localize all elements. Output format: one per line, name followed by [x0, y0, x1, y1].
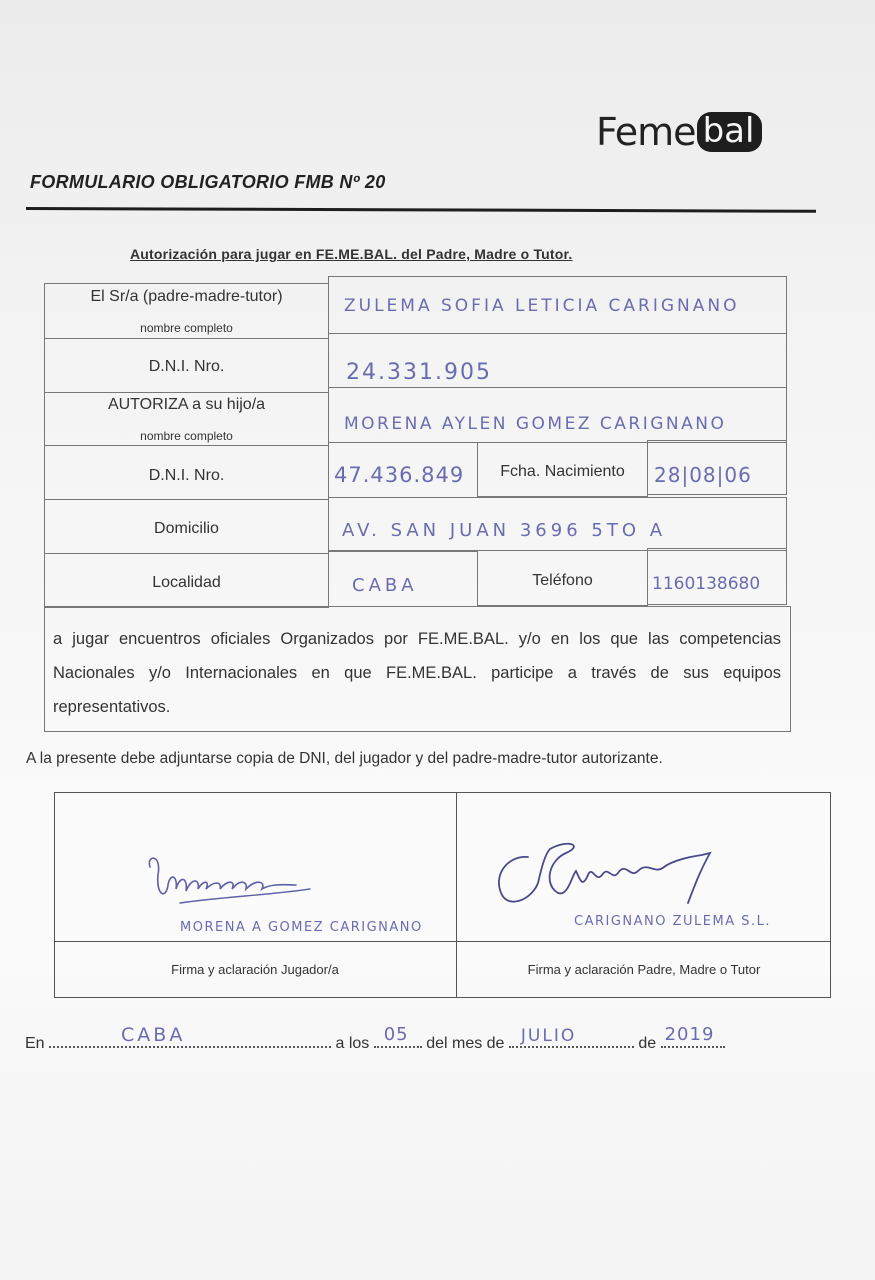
signature-caption-rule	[54, 941, 831, 942]
femebal-logo	[596, 108, 762, 156]
date-line	[25, 1024, 785, 1053]
attachment-note: A la presente debe adjuntarse copia de DNI, del jugador y del padre-madre-tutor autorizante.	[26, 750, 663, 767]
logo-prefix: Feme	[596, 110, 696, 154]
year-label: de	[638, 1035, 657, 1052]
month-field	[509, 1026, 634, 1048]
player-clarification: MORENA A GOMEZ CARIGNANO	[180, 920, 423, 935]
player-signature-caption: Firma y aclaración Jugador/a	[171, 962, 339, 977]
guardian-dni-label: D.N.I. Nro.	[148, 358, 225, 375]
player-signature-drawing	[140, 845, 320, 920]
title-rule	[26, 207, 816, 213]
form-title: FORMULARIO OBLIGATORIO FMB Nº 20	[30, 172, 386, 192]
phone-label: Teléfono	[532, 572, 593, 589]
child-sublabel: nombre completo	[140, 429, 233, 443]
guardian-dni-value: 24.331.905	[346, 360, 492, 385]
phone-value: 1160138680	[652, 574, 761, 594]
guardian-signature-caption: Firma y aclaración Padre, Madre o Tutor	[527, 962, 761, 977]
month-value: JULIO	[520, 1026, 577, 1046]
child-dni-label: D.N.I. Nro.	[148, 467, 225, 484]
authorization-text: a jugar encuentros oficiales Organizados por FE.ME.BAL. y/o en los que las competencias Nacionales y/o Internacionales en que FE.ME.BAL. participe a través de sus equipos representativos.	[53, 630, 781, 716]
address-label: Domicilio	[154, 520, 219, 537]
guardian-label: El Sr/a (padre-madre-tutor)	[90, 288, 283, 305]
child-label: AUTORIZA a su hijo/a	[107, 396, 266, 413]
guardian-signature-drawing	[488, 835, 728, 915]
child-name-value: MORENA AYLEN GOMEZ CARIGNANO	[344, 414, 727, 434]
address-value: AV. SAN JUAN 3696 5TO A	[342, 520, 667, 541]
place-value: CABA	[121, 1024, 186, 1046]
date-prefix: En	[25, 1035, 45, 1052]
year-value: 2019	[664, 1024, 715, 1045]
birth-date-value: 28|08|06	[654, 463, 752, 487]
locality-label: Localidad	[152, 574, 221, 591]
year-field	[661, 1024, 725, 1048]
days-label: a los	[335, 1035, 370, 1052]
day-field	[374, 1024, 422, 1048]
child-dni-value: 47.436.849	[334, 463, 465, 487]
birth-label: Fcha. Nacimiento	[500, 463, 625, 480]
place-field	[49, 1024, 331, 1048]
locality-value: CABA	[352, 575, 418, 596]
guardian-clarification: CARIGNANO ZULEMA S.L.	[574, 914, 771, 929]
guardian-name-value: ZULEMA SOFIA LETICIA CARIGNANO	[344, 296, 740, 316]
month-label: del mes de	[426, 1035, 505, 1052]
form-subtitle: Autorización para jugar en FE.ME.BAL. del Padre, Madre o Tutor.	[130, 246, 573, 262]
logo-boxed: bal	[697, 112, 763, 152]
day-value: 05	[383, 1024, 409, 1045]
guardian-sublabel: nombre completo	[140, 321, 233, 335]
